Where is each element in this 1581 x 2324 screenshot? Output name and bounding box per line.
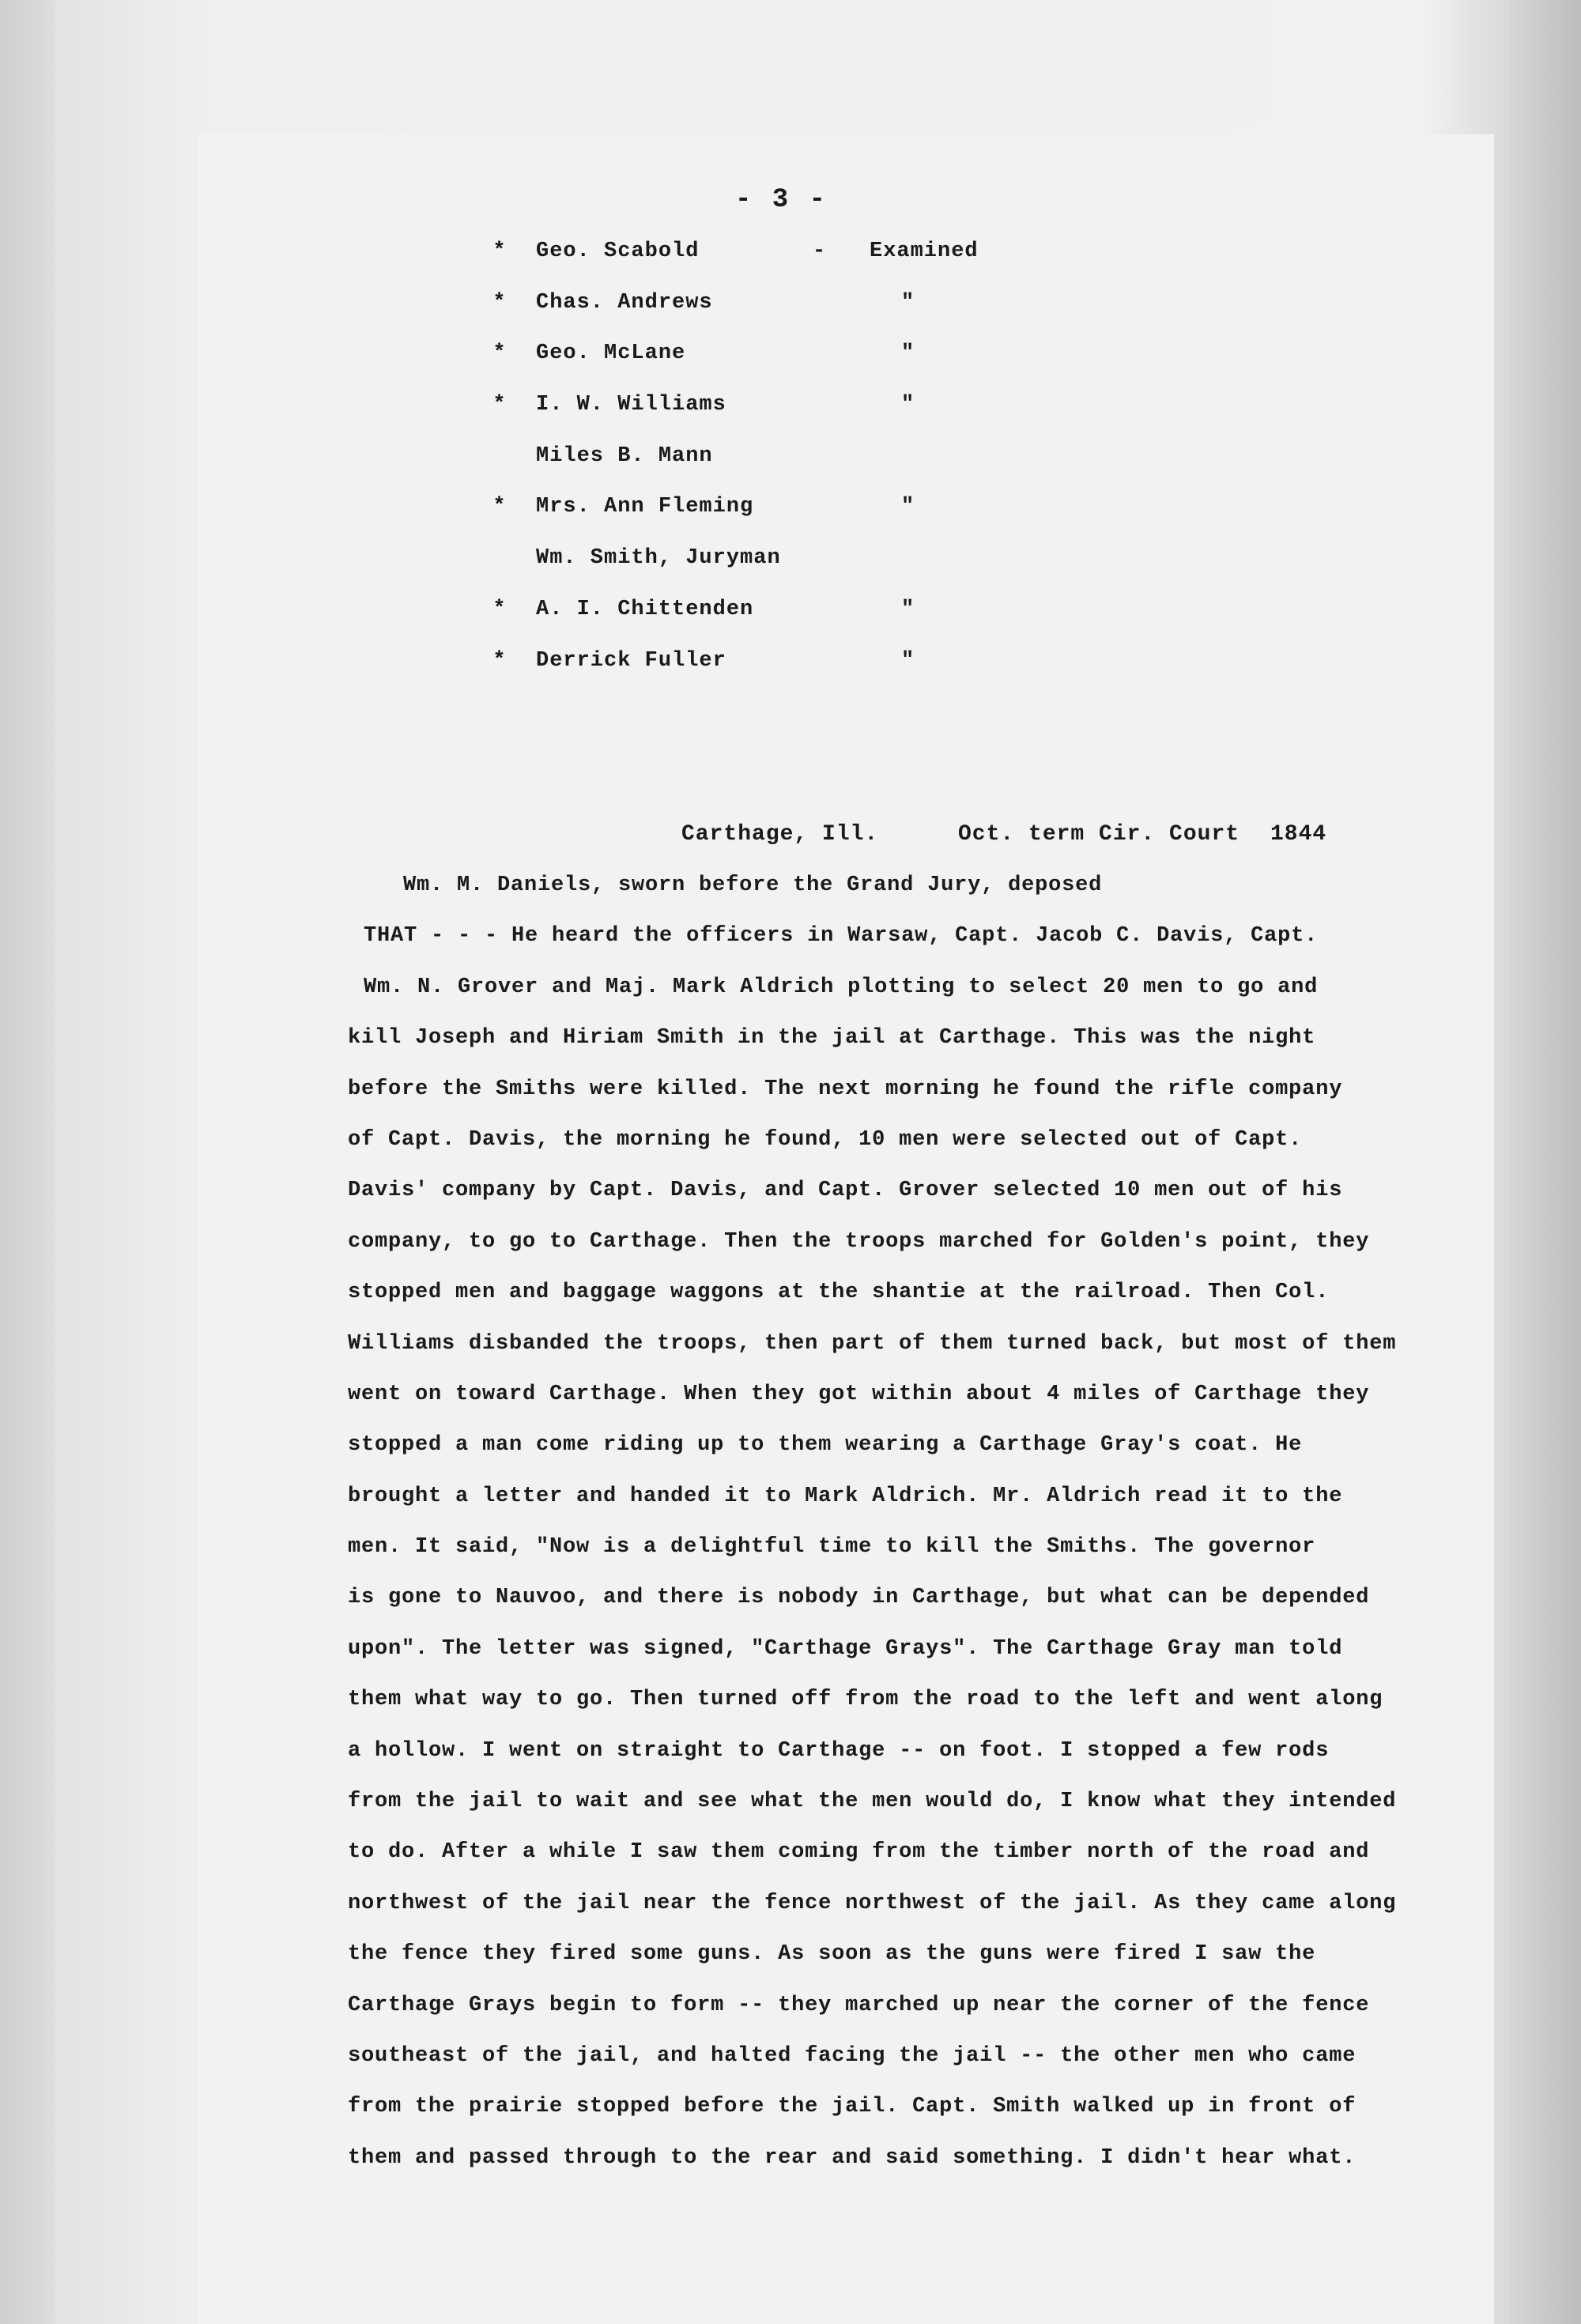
testimony-line: Davis' company by Capt. Davis, and Capt. Grover selected 10 men out of his xyxy=(348,1179,1343,1203)
witness-ditto-mark: " xyxy=(901,648,915,673)
witness-name: Derrick Fuller xyxy=(536,648,726,673)
witness-mark: * xyxy=(492,341,507,366)
testimony-line: Carthage Grays begin to form -- they marched up near the corner of the fence xyxy=(348,1993,1370,2017)
witness-name: Miles B. Mann xyxy=(536,443,713,468)
witness-name: I. W. Williams xyxy=(536,393,726,417)
witness-entry xyxy=(490,439,1059,490)
witness-entry xyxy=(490,234,1059,285)
witness-ditto-mark: " xyxy=(901,495,915,519)
testimony-body xyxy=(348,868,1455,2191)
witness-name: Wm. Smith, Juryman xyxy=(536,546,781,571)
testimony-line: Wm. M. Daniels, sworn before the Grand Jury, deposed xyxy=(403,873,1103,897)
witness-entry xyxy=(490,285,1059,337)
witness-ditto-mark: " xyxy=(901,290,915,315)
testimony-line: a hollow. I went on straight to Carthage -- on foot. I stopped a few rods xyxy=(348,1738,1330,1763)
heading-term: Oct. term Cir. Court xyxy=(958,822,1240,847)
witness-status: Examined xyxy=(870,240,979,263)
witness-mark: * xyxy=(492,240,507,263)
testimony-line: upon". The letter was signed, "Carthage Grays". The Carthage Gray man told xyxy=(348,1636,1343,1661)
scan-left-edge xyxy=(0,0,55,2324)
testimony-line: to do. After a while I saw them coming from the timber north of the road and xyxy=(348,1840,1370,1865)
witness-list xyxy=(490,234,1059,694)
testimony-line: brought a letter and handed it to Mark Aldrich. Mr. Aldrich read it to the xyxy=(348,1484,1343,1508)
testimony-line: the fence they fired some guns. As soon as the guns were fired I saw the xyxy=(348,1942,1316,1967)
witness-ditto-mark: " xyxy=(901,341,915,366)
witness-dash: - xyxy=(813,240,827,263)
testimony-line: company, to go to Carthage. Then the troops marched for Golden's point, they xyxy=(348,1229,1370,1254)
page-number: - 3 - xyxy=(735,185,828,215)
witness-entry xyxy=(490,387,1059,439)
testimony-line: went on toward Carthage. When they got within about 4 miles of Carthage they xyxy=(348,1382,1370,1406)
witness-name: Chas. Andrews xyxy=(536,290,713,315)
witness-mark: * xyxy=(492,290,507,315)
testimony-line: Williams disbanded the troops, then part of them turned back, but most of them xyxy=(348,1331,1397,1356)
scan-right-edge xyxy=(1510,0,1581,2324)
witness-ditto-mark: " xyxy=(901,393,915,417)
witness-name: Geo. McLane xyxy=(536,341,686,366)
witness-mark: * xyxy=(492,648,507,673)
testimony-line: from the jail to wait and see what the men would do, I know what they intended xyxy=(348,1790,1397,1814)
heading-year: 1844 xyxy=(1270,822,1327,847)
testimony-line: stopped men and baggage waggons at the shantie at the railroad. Then Col. xyxy=(348,1281,1330,1305)
testimony-line: northwest of the jail near the fence northwest of the jail. As they came along xyxy=(348,1891,1397,1915)
testimony-line: them and passed through to the rear and said something. I didn't hear what. xyxy=(348,2145,1356,2170)
testimony-line: stopped a man come riding up to them wearing a Carthage Gray's coat. He xyxy=(348,1433,1303,1458)
witness-name: Geo. Scabold xyxy=(536,240,700,263)
witness-entry xyxy=(490,643,1059,695)
testimony-line: kill Joseph and Hiriam Smith in the jail at Carthage. This was the night xyxy=(348,1026,1316,1051)
testimony-line: men. It said, "Now is a delightful time to kill the Smiths. The governor xyxy=(348,1535,1316,1560)
witness-entry xyxy=(490,336,1059,387)
heading-place: Carthage, Ill. xyxy=(681,822,879,847)
testimony-line: southeast of the jail, and halted facing the jail -- the other men who came xyxy=(348,2043,1356,2068)
witness-entry xyxy=(490,592,1059,643)
testimony-line: from the prairie stopped before the jail. Capt. Smith walked up in front of xyxy=(348,2095,1356,2119)
testimony-line: Wm. N. Grover and Maj. Mark Aldrich plotting to select 20 men to go and xyxy=(364,975,1319,999)
witness-name: Mrs. Ann Fleming xyxy=(536,495,754,519)
testimony-line: of Capt. Davis, the morning he found, 10 men were selected out of Capt. xyxy=(348,1127,1303,1152)
witness-entry xyxy=(490,541,1059,592)
witness-mark: * xyxy=(492,597,507,621)
witness-ditto-mark: " xyxy=(901,597,915,621)
witness-mark: * xyxy=(492,393,507,417)
witness-mark: * xyxy=(492,495,507,519)
testimony-line: them what way to go. Then turned off from the road to the left and went along xyxy=(348,1688,1383,1712)
testimony-line: is gone to Nauvoo, and there is nobody in Carthage, but what can be depended xyxy=(348,1586,1370,1610)
testimony-line: before the Smiths were killed. The next morning he found the rifle company xyxy=(348,1077,1343,1101)
testimony-line: THAT - - - He heard the officers in Warsaw, Capt. Jacob C. Davis, Capt. xyxy=(364,924,1319,949)
witness-name: A. I. Chittenden xyxy=(536,597,754,621)
witness-entry xyxy=(490,489,1059,541)
